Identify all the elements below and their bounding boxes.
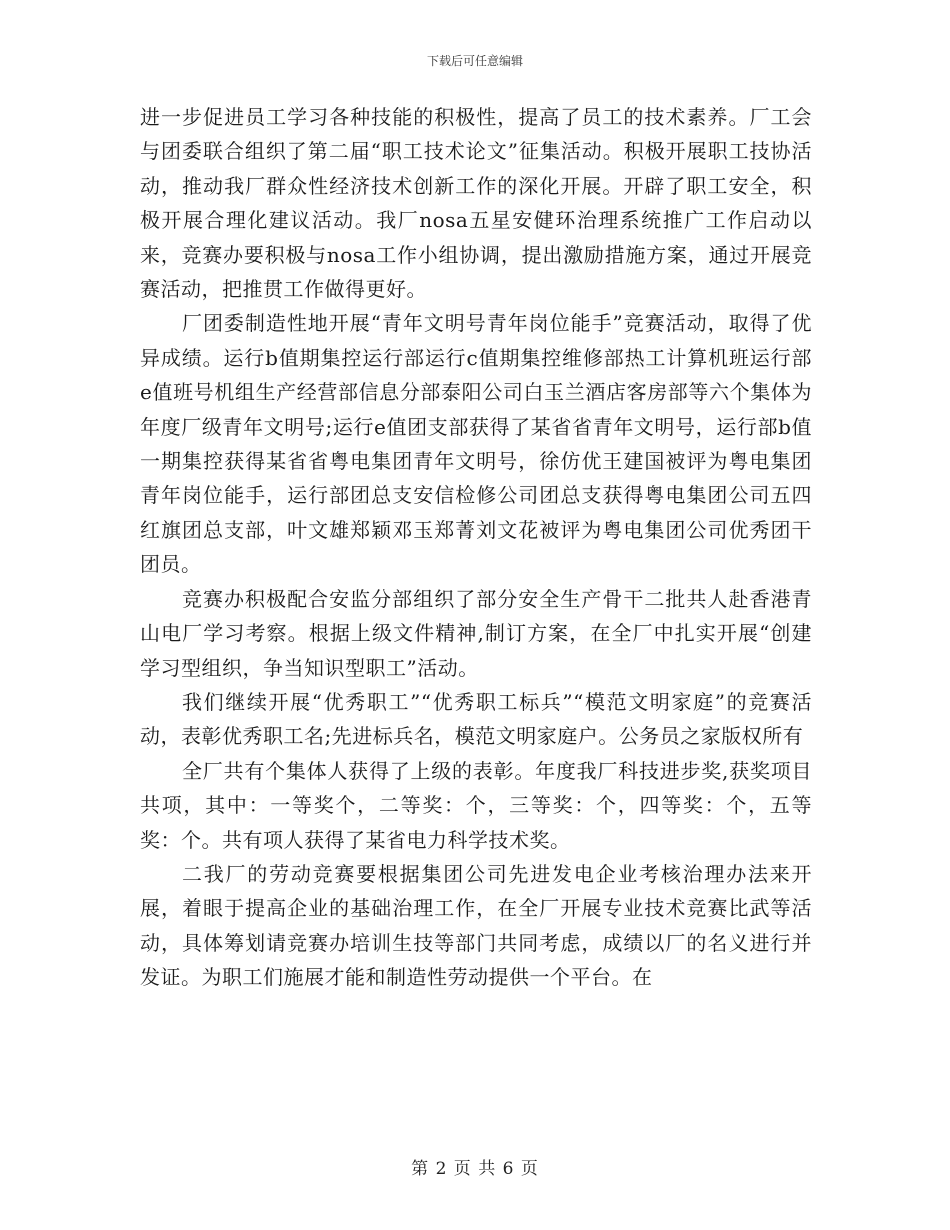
- paragraph-1: 进一步促进员工学习各种技能的积极性，提高了员工的技术素养。厂工会与团委联合组织了第二届“职工技术论文”征集活动。积极开展职工技协活动，推动我厂群众性经济技术创新工作的深化开展。开辟了职工安全，积极开展合理化建议活动。我厂nosa五星安健环治理系统推广工作启动以来，竞赛办要积极与nosa工作小组协调，提出激励措施方案，通过开展竞赛活动，把推贯工作做得更好。: [140, 105, 812, 302]
- paragraph-6: 二我厂的劳动竞赛要根据集团公司先进发电企业考核治理办法来开展，着眼于提高企业的基础治理工作，在全厂开展专业技术竞赛比武等活动，具体筹划请竞赛办培训生技等部门共同考虑，成绩以厂的名义进行并发证。为职工们施展才能和制造性劳动提供一个平台。在: [140, 861, 812, 990]
- page-header: 下载后可任意编辑: [426, 54, 523, 68]
- paragraph-5: 全厂共有个集体人获得了上级的表彰。年度我厂科技进步奖,获奖项目共项，其中：一等奖个，二等奖：个，三等奖：个，四等奖：个，五等奖：个。共有项人获得了某省电力科学技术奖。: [140, 758, 812, 852]
- paragraph-3: 竞赛办积极配合安监分部组织了部分安全生产骨干二批共人赴香港青山电厂学习考察。根据上级文件精神,制订方案，在全厂中扎实开展“创建学习型组织，争当知识型职工”活动。: [140, 586, 812, 680]
- paragraph-4: 我们继续开展“优秀职工”“优秀职工标兵”“模范文明家庭”的竞赛活动，表彰优秀职工名;先进标兵名，模范文明家庭户。公务员之家版权所有: [140, 689, 812, 749]
- page-footer: 第 2 页 共 6 页: [411, 1159, 539, 1179]
- paragraph-2: 厂团委制造性地开展“青年文明号青年岗位能手”竞赛活动，取得了优异成绩。运行b值期集控运行部运行c值期集控维修部热工计算机班运行部e值班号机组生产经营部信息分部泰阳公司白玉兰酒店客房部等六个集体为年度厂级青年文明号;运行e值团支部获得了某省省青年文明号，运行部b值一期集控获得某省省粤电集团青年文明号，徐仿优王建国被评为粤电集团青年岗位能手，运行部团总支安信检修公司团总支获得粤电集团公司五四红旗团总支部，叶文雄郑颖邓玉郑菁刘文花被评为粤电集团公司优秀团干团员。: [140, 311, 812, 577]
- document-body: [140, 100, 812, 995]
